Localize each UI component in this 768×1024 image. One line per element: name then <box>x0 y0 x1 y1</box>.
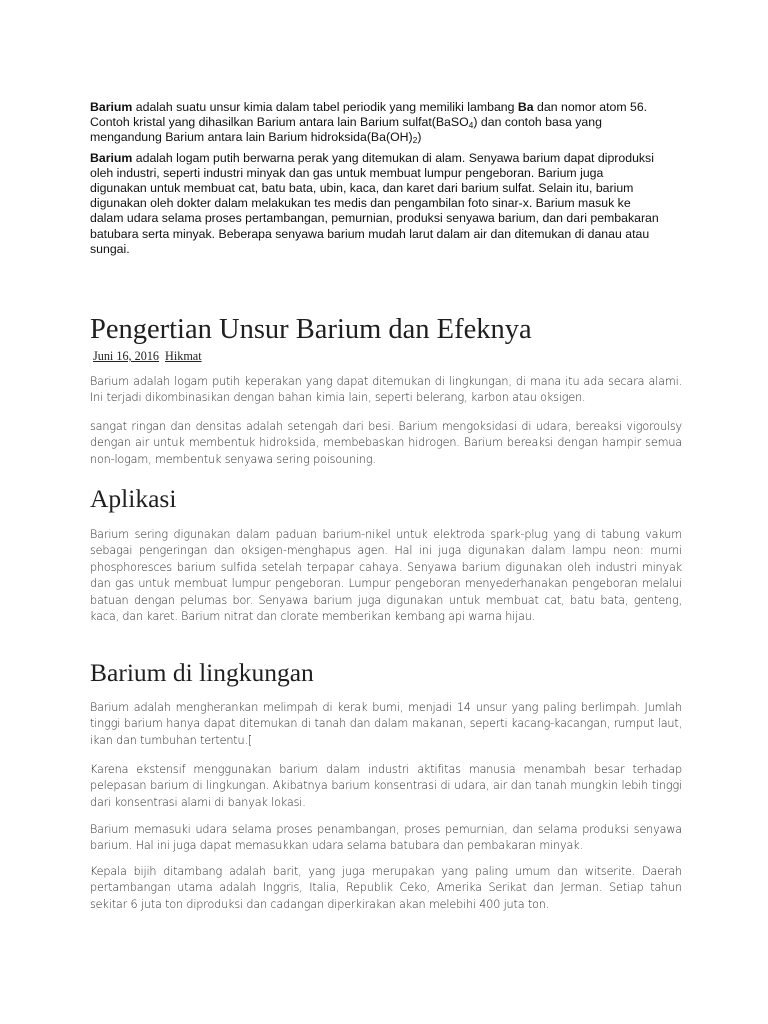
paragraph: Barium memasuki udara selama proses penambangan, proses pemurnian, dan selama produksi senyawa barium. Hal ini juga dapat memasukkan udara selama batubara dan pembakaran minyak. <box>90 823 682 853</box>
paragraph: Barium sering digunakan dalam paduan barium-nikel untuk elektroda spark-plug yang di tabung vakum sebagai pengeringan dan oksigen-menghapus agen. Hal ini juga digunakan dalam lampu neon: murni phosphoresces barium sulfida setelah terpapar cahaya. Senyawa barium digunakan oleh industri minyak dan gas untuk membuat lumpur pengeboran. Lumpur pengeboran menyederhanakan pengeboran melalui batuan dengan pelumas bor. Senyawa barium juga digunakan untuk membuat cat, batu bata, genteng, kaca, dan karet. Barium nitrat dan clorate memberikan kembang api warna hijau. <box>90 528 682 624</box>
bold-term: Barium <box>90 150 133 165</box>
paragraph: Karena ekstensif menggunakan barium dalam industri aktifitas manusia menambah besar terhadap pelepasan barium di lingkungan. Akibatnya barium konsentrasi di udara, air dan tanah mungkin lebih tinggi dari konsentrasi alami di banyak lokasi. <box>90 763 682 809</box>
subscript: 2 <box>412 135 418 146</box>
subscript: 4 <box>468 120 474 131</box>
lingkungan-body-4 <box>90 864 682 913</box>
lingkungan-body-1 <box>90 700 682 749</box>
lingkungan-body-2 <box>90 762 682 811</box>
bold-symbol: Ba <box>517 100 534 114</box>
article-title: Pengertian Unsur Barium dan Efeknya <box>90 314 532 345</box>
article-body-1 <box>90 374 682 407</box>
article-body-2 <box>90 419 682 468</box>
article-date-link[interactable]: Juni 16, 2016 <box>93 349 160 363</box>
intro-text: ) <box>417 130 422 145</box>
article-meta <box>93 348 202 364</box>
paragraph: sangat ringan dan densitas adalah setengah dari besi. Barium mengoksidasi di udara, bereaksi vigoroulsy dengan air untuk membentuk hidroksida, membebaskan hidrogen. Barium bereaksi dengan hampir semua non-logam, membentuk senyawa sering poisouning. <box>90 420 682 466</box>
heading-lingkungan: Barium di lingkungan <box>90 658 314 687</box>
paragraph: Barium adalah logam putih keperakan yang dapat ditemukan di lingkungan, di mana itu ada secara alami. Ini terjadi dikombinasikan dengan bahan kimia lain, seperti belerang, karbon atau oksigen. <box>90 375 682 405</box>
paragraph: Kepala bijih ditambang adalah barit, yang juga merupakan yang paling umum dan witserite. Daerah pertambangan utama adalah Inggris, Italia, Republik Ceko, Amerika Serikat dan Jerman. Setiap tahun sekitar 6 juta ton diproduksi dan cadangan diperkirakan akan melebihi 400 juta ton. <box>90 865 682 911</box>
paragraph: Barium adalah mengherankan melimpah di kerak bumi, menjadi 14 unsur yang paling berlimpah. Jumlah tinggi barium hanya dapat ditemukan di tanah dan dalam makanan, seperti kacang-kacangan, rumput laut, ikan dan tumbuhan tertentu.[ <box>90 701 682 747</box>
intro-paragraph-1 <box>90 100 660 146</box>
article-author-link[interactable]: Hikmat <box>165 349 202 363</box>
aplikasi-body <box>90 527 682 625</box>
lingkungan-body-3 <box>90 822 682 855</box>
intro-paragraph-2 <box>90 151 660 257</box>
intro-text: adalah suatu unsur kimia dalam tabel periodik yang memiliki lambang <box>132 100 518 114</box>
intro-text: adalah logam putih berwarna perak yang ditemukan di alam. Senyawa barium dapat diproduksi oleh industri, seperti industri minyak dan gas untuk membuat lumpur pengeboran. Barium juga digunakan untuk membuat cat, batu bata, ubin, kaca, dan karet dari barium sulfat. Selain itu, barium digunakan oleh dokter dalam melakukan tes medis dan pengambilan foto sinar-x. Barium masuk ke dalam udara selama proses pertambangan, pemurnian, produksi senyawa barium, dan dari pembakaran batubara serta minyak. Beberapa senyawa barium mudah larut dalam air dan ditemukan di danau atau sungai. <box>90 150 659 256</box>
intro-section <box>90 100 660 262</box>
intro-text: dan nomor atom 56. Contoh kristal yang dihasilkan Barium antara lain Barium sulfat(BaSO <box>90 100 648 130</box>
bold-term: Barium <box>90 100 133 114</box>
intro-text: ) dan contoh basa yang mengandung Barium antara lain Barium hidroksida(Ba(OH) <box>90 115 602 145</box>
heading-aplikasi: Aplikasi <box>90 484 177 513</box>
